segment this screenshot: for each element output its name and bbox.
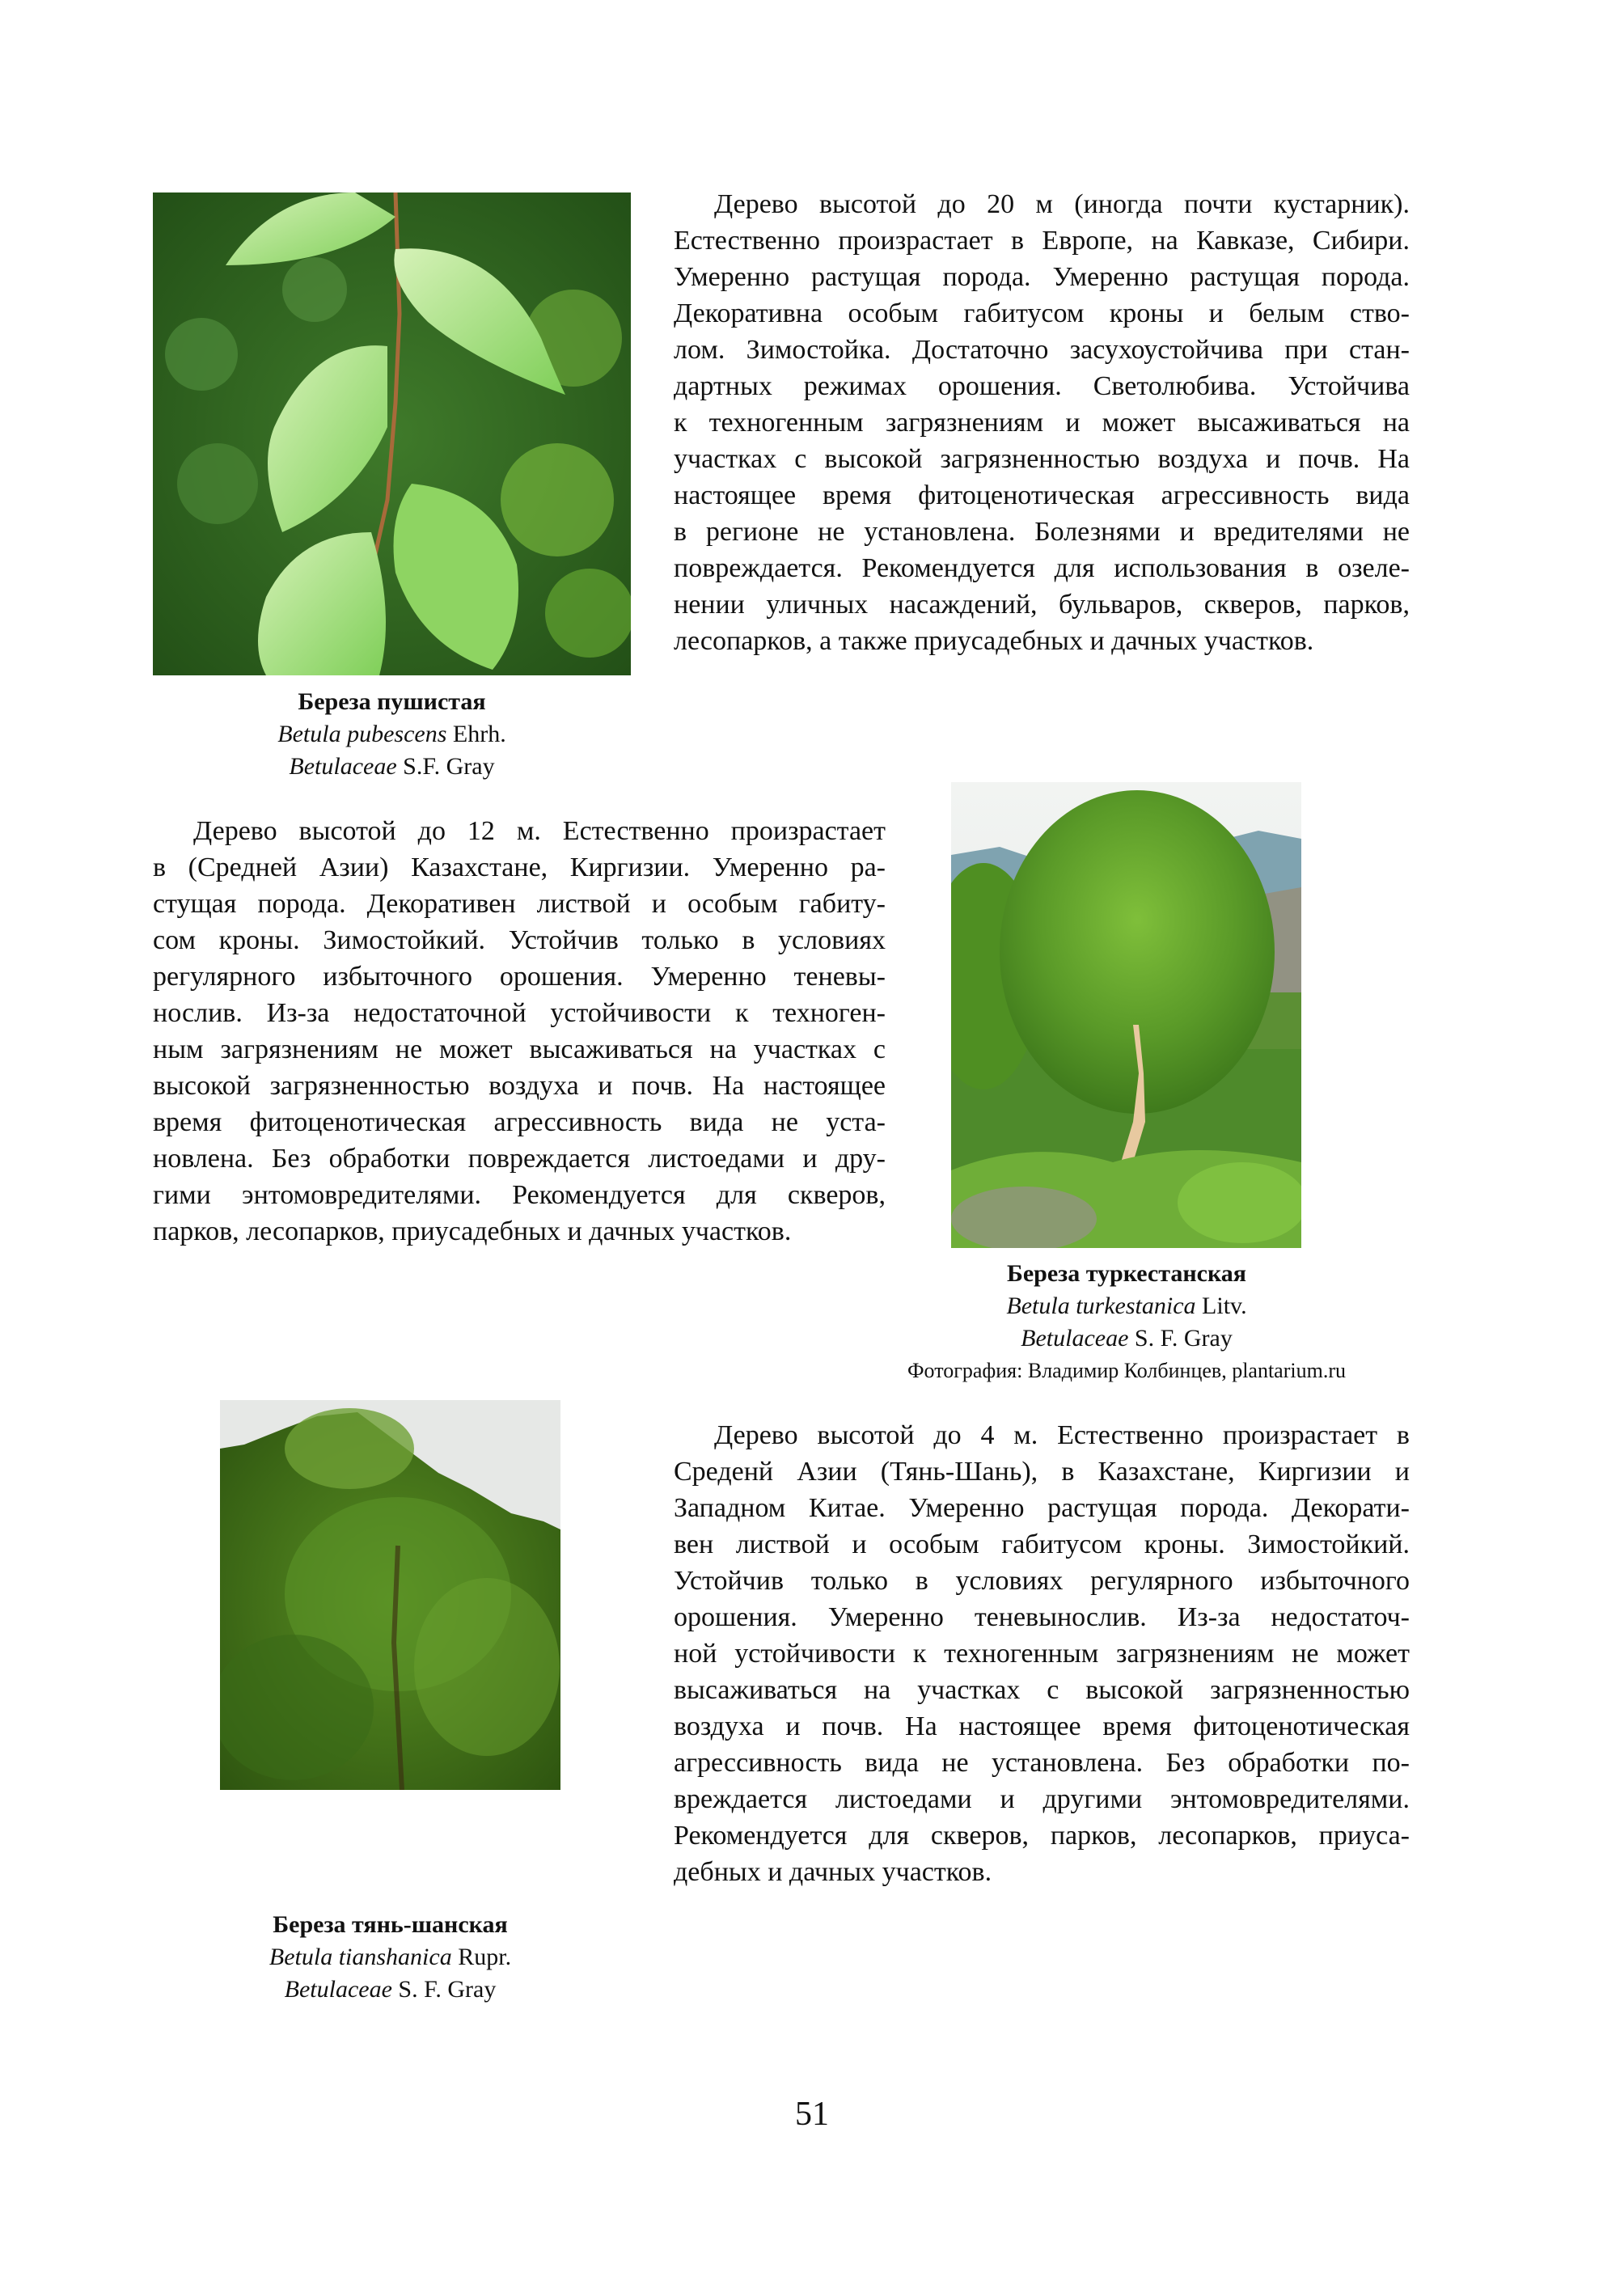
text-line: гими энтомовредителями. Рекомендуется для скверов, <box>153 1180 886 1210</box>
species-caption <box>882 1258 1372 1387</box>
text-line: настоящее время фитоценотическая агрессивность вида <box>674 480 1410 510</box>
text-line: время фитоценотическая агрессивность вида не уста- <box>153 1107 886 1137</box>
species-description <box>674 1417 1410 1890</box>
text-line: регулярного избыточного орошения. Умеренно теневы- <box>153 962 886 992</box>
text-line: в регионе не установлена. Болезнями и вредителями не <box>674 517 1410 547</box>
text-line: Западном Китае. Умеренно растущая порода. Декорати- <box>674 1493 1410 1523</box>
forest-slope-photo <box>220 1400 560 1790</box>
text-line: к техногенным загрязнениям и может высаживаться на <box>674 408 1410 438</box>
species-name-ru: Береза пушистая <box>298 688 486 715</box>
text-line: вреждается листоедами и другими энтомовредителями. <box>674 1784 1410 1814</box>
latin-author: Rupr. <box>451 1944 512 1970</box>
text-line: вен листвой и особым габитусом кроны. Зимостойкий. <box>674 1529 1410 1559</box>
text-line: нослив. Из-за недостаточной устойчивости к техноген- <box>153 998 886 1028</box>
species-name-latin <box>882 1290 1372 1322</box>
family-name: Betulaceae <box>289 753 397 780</box>
text-line: дартных режимах орошения. Светолюбива. Устойчива <box>674 371 1410 401</box>
birch-tree-mountain-photo <box>951 782 1301 1248</box>
text-line: Дерево высотой до 4 м. Естественно произрастает в <box>714 1420 1410 1450</box>
text-line: Умеренно растущая порода. Умеренно растущая порода. <box>674 262 1410 292</box>
text-line: парков, лесопарков, приусадебных и дачных участков. <box>153 1216 792 1246</box>
text-line: Дерево высотой до 20 м (иногда почти кустарник). <box>714 189 1410 219</box>
text-line: ным загрязнениям не может высаживаться на участках с <box>153 1034 886 1064</box>
family-author: S. F. Gray <box>1128 1325 1233 1352</box>
text-line: лом. Зимостойка. Достаточно засухоустойчива при стан- <box>674 335 1410 365</box>
species-description <box>674 186 1410 659</box>
text-line: высаживаться на участках с высокой загрязненностью <box>674 1675 1410 1705</box>
text-line: Среденй Азии (Тянь-Шань), в Казахстане, Киргизии и <box>674 1457 1410 1487</box>
text-line: Дерево высотой до 12 м. Естественно произрастает <box>193 816 886 846</box>
latin-author: Litv. <box>1195 1292 1247 1319</box>
family-name: Betulaceae <box>284 1976 392 2003</box>
species-description <box>153 813 886 1250</box>
text-line: высокой загрязненностью воздуха и почв. На настоящее <box>153 1071 886 1101</box>
species-family <box>882 1322 1372 1355</box>
species-caption <box>153 686 631 783</box>
page-number: 51 <box>795 2096 829 2133</box>
species-name-latin <box>194 1941 586 1974</box>
text-line: в (Средней Азии) Казахстане, Киргизии. Умеренно ра- <box>153 852 886 882</box>
species-name-latin <box>153 718 631 751</box>
text-line: Устойчив только в условиях регулярного избыточного <box>674 1566 1410 1596</box>
text-line: воздуха и почв. На настоящее время фитоценотическая <box>674 1711 1410 1741</box>
text-line: Рекомендуется для скверов, парков, лесопарков, приуса- <box>674 1821 1410 1851</box>
species-name-ru: Береза туркестанская <box>1006 1260 1247 1287</box>
text-line: орошения. Умеренно теневынослив. Из-за недостаточ- <box>674 1602 1410 1632</box>
latin-binomial: Betula tianshanica <box>269 1944 452 1970</box>
text-line: новлена. Без обработки повреждается листоедами и дру- <box>153 1144 886 1174</box>
text-line: стущая порода. Декоративен листвой и особым габиту- <box>153 889 886 919</box>
latin-binomial: Betula pubescens <box>277 721 447 747</box>
species-family <box>194 1974 586 2006</box>
text-line: Естественно произрастает в Европе, на Кавказе, Сибири. <box>674 226 1410 256</box>
text-line: лесопарков, а также приусадебных и дачных участков. <box>674 626 1314 656</box>
text-line: Декоративна особым габитусом кроны и белым ство- <box>674 298 1410 328</box>
text-line: участках с высокой загрязненностью воздуха и почв. На <box>674 444 1410 474</box>
family-author: S. F. Gray <box>391 1976 497 2003</box>
latin-binomial: Betula turkestanica <box>1006 1292 1196 1319</box>
text-line: агрессивность вида не установлена. Без обработки по- <box>674 1748 1410 1778</box>
species-caption <box>194 1909 586 2006</box>
species-name-ru: Береза тянь-шанская <box>273 1911 508 1938</box>
text-line: ной устойчивости к техногенным загрязнениям не может <box>674 1639 1410 1669</box>
text-line: нении уличных насаждений, бульваров, скверов, парков, <box>674 590 1410 620</box>
photo-credit: Фотография: Владимир Колбинцев, plantarium.ru <box>907 1359 1346 1382</box>
birch-leaves-photo <box>153 192 631 675</box>
family-author: S.F. Gray <box>396 753 495 780</box>
family-name: Betulaceae <box>1021 1325 1129 1352</box>
latin-author: Ehrh. <box>446 721 506 747</box>
text-line: дебных и дачных участков. <box>674 1857 992 1887</box>
species-family <box>153 751 631 783</box>
text-line: сом кроны. Зимостойкий. Устойчив только в условиях <box>153 925 886 955</box>
text-line: повреждается. Рекомендуется для использования в озеле- <box>674 553 1410 583</box>
